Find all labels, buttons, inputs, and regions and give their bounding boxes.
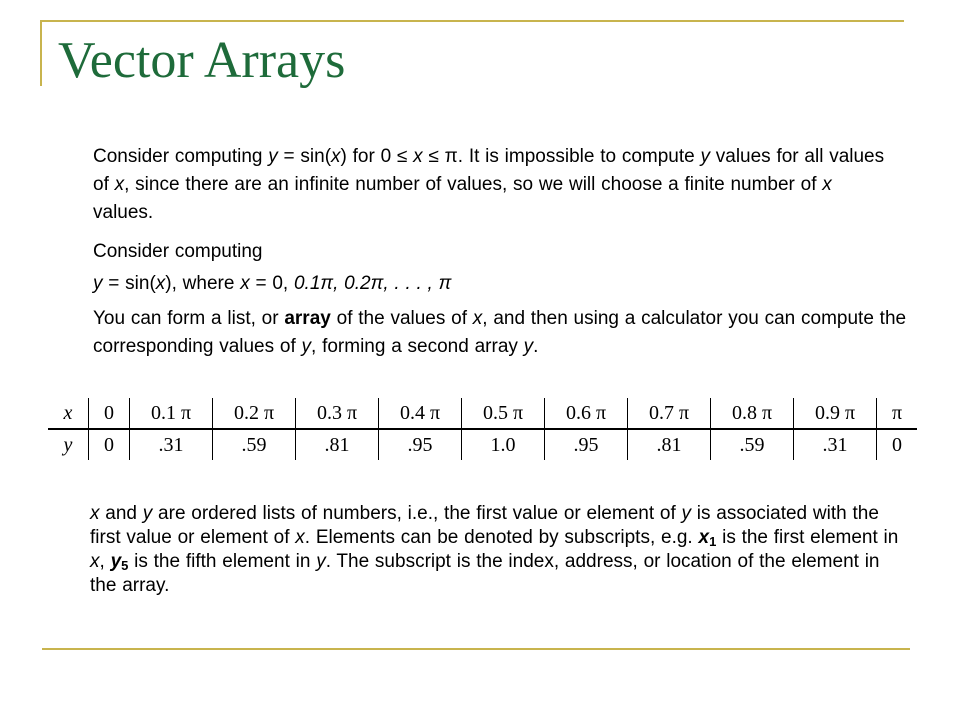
values-table (48, 398, 917, 460)
y-cell: .59 (213, 429, 296, 460)
paragraph-ordered-lists: x and y are ordered lists of numbers, i.e., the first value or element of y is associated with the first value or element of x. Elements can be denoted by subscripts, e.g. $x_1$ is the first element in x, $y_5$ is the fifth element in y. The subscript is the index, address, or location of the element in the array. (90, 503, 899, 596)
y-cell: .59 (711, 429, 794, 460)
y-cell: .95 (545, 429, 628, 460)
y-cell: .31 (794, 429, 877, 460)
x-cell: 0.9 π (794, 398, 877, 429)
x-cell: 0.7 π (628, 398, 711, 429)
paragraph-equation: y = sin(x), where x = 0, 0.1π, 0.2π, . . . , π (93, 273, 452, 294)
y-cell: .31 (130, 429, 213, 460)
x-cell: 0.5 π (462, 398, 545, 429)
y-cell: 0 (89, 429, 130, 460)
y-cell: 0 (877, 429, 918, 460)
y-cell: .81 (296, 429, 379, 460)
x-cell: 0 (89, 398, 130, 429)
x-row-label: x (48, 398, 89, 429)
x-cell: 0.3 π (296, 398, 379, 429)
y-cell: .95 (379, 429, 462, 460)
slide-title: Vector Arrays (58, 32, 346, 89)
left-rule (40, 20, 42, 86)
paragraph-array: You can form a list, or array of the values of x, and then using a calculator you can compute the corresponding values of y, forming a second array y. (93, 308, 907, 357)
y-cell: .81 (628, 429, 711, 460)
bottom-rule (42, 648, 910, 650)
x-cell: 0.8 π (711, 398, 794, 429)
paragraph-intro: Consider computing y = sin(x) for 0 ≤ x ≤ π. It is impossible to compute y values for all values of x, since there are an infinite number of values, so we will choose a finite number of x values. (93, 146, 885, 223)
top-rule (42, 20, 904, 22)
x-cell: 0.4 π (379, 398, 462, 429)
x-cell: 0.6 π (545, 398, 628, 429)
y-row (48, 429, 917, 460)
paragraph-consider: Consider computing (93, 241, 263, 262)
x-row (48, 398, 917, 429)
y-row-label: y (63, 433, 73, 456)
x-cell: π (877, 398, 918, 429)
x-cell: 0.1 π (130, 398, 213, 429)
x-cell: 0.2 π (213, 398, 296, 429)
y-cell: 1.0 (462, 429, 545, 460)
values-table-wrapper (48, 398, 917, 460)
